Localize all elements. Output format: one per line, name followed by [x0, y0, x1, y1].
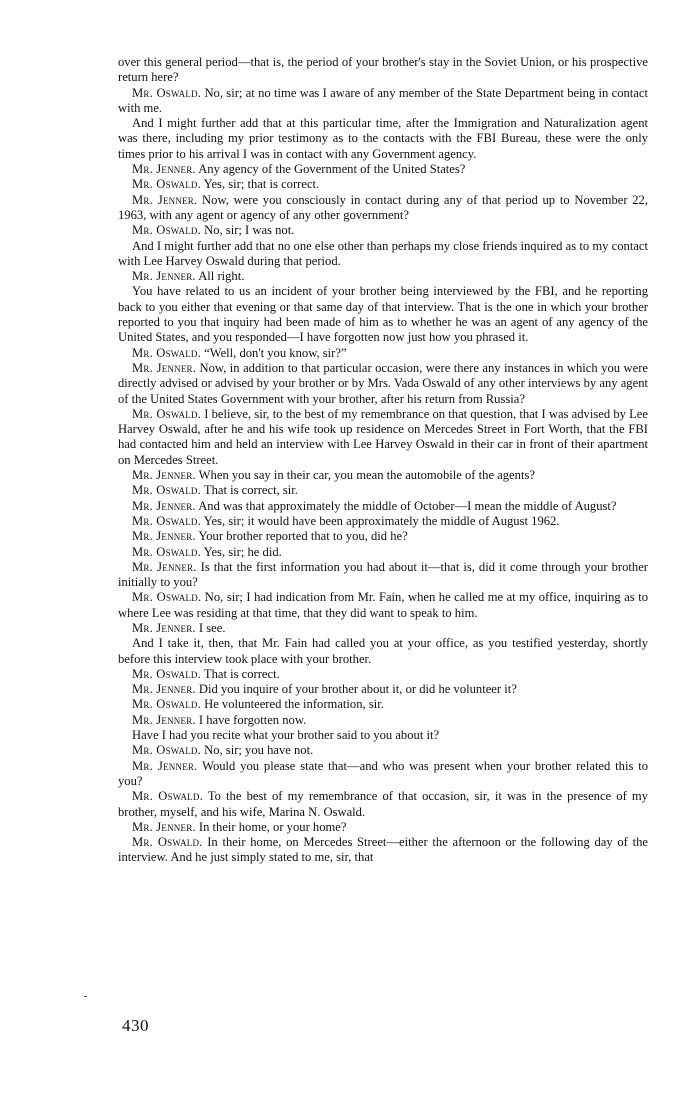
- paragraph-text: And I might further add that no one else other than perhaps my close friends inquired as to my contact with Lee Harvey Oswald during that period.: [118, 238, 648, 268]
- transcript-body: [118, 55, 648, 866]
- transcript-paragraph: [118, 621, 648, 636]
- transcript-paragraph: [118, 269, 648, 284]
- page-number: 430: [122, 1016, 149, 1035]
- transcript-paragraph: [118, 284, 648, 345]
- paragraph-text: To the best of my remembrance of that occasion, sir, it was in the presence of my brother, myself, and his wife, Marina N. Oswald.: [118, 789, 648, 819]
- transcript-paragraph: [118, 713, 648, 728]
- speaker-name: Mr. Jenner.: [132, 620, 196, 635]
- speaker-name: Mr. Oswald.: [132, 223, 201, 238]
- speaker-name: Mr. Oswald.: [132, 406, 201, 421]
- paragraph-text: Would you please state that—and who was present when your brother related this to you?: [118, 758, 648, 788]
- transcript-paragraph: [118, 499, 648, 514]
- paragraph-text: Is that the first information you had about it—that is, did it come through your brother initially to you?: [118, 559, 648, 590]
- transcript-paragraph: [118, 361, 648, 407]
- transcript-paragraph: [118, 636, 648, 667]
- transcript-paragraph: [118, 820, 648, 835]
- paragraph-text: No, sir; I was not.: [200, 223, 295, 238]
- paragraph-text: I believe, sir, to the best of my remembrance on that question, that I was advised by Lee Harvey Oswald, after he and his wife took up residence on Mercedes Street in Fort Worth, that the FBI had contacted him and held an interview with Lee Harvey Oswald in their car in front of their apartment on Mercedes Street.: [118, 406, 648, 467]
- speaker-name: Mr. Jenner.: [132, 162, 196, 177]
- speaker-name: Mr. Oswald.: [132, 590, 202, 605]
- transcript-paragraph: [118, 590, 648, 621]
- paragraph-text: Yes, sir; that is correct.: [200, 177, 320, 192]
- speaker-name: Mr. Jenner.: [132, 819, 196, 834]
- paragraph-text: Now, were you consciously in contact during any of that period up to November 22, 1963, with any agent or agency of any other government?: [118, 192, 648, 222]
- speaker-name: Mr. Oswald.: [132, 789, 203, 804]
- paragraph-text: That is correct, sir.: [200, 483, 298, 498]
- paragraph-text: Your brother reported that to you, did he?: [195, 529, 408, 544]
- transcript-paragraph: [118, 667, 648, 682]
- transcript-paragraph: [118, 468, 648, 483]
- paragraph-text: You have related to us an incident of your brother being interviewed by the FBI, and he reporting back to you either that evening or that same day of that interview. That is the one in which your brother reported to you that inquiry had been made of him as to whether he was an agent of any agency of the United States, and you responded—I have forgotten now just how you phrased it.: [118, 284, 648, 345]
- paragraph-text: No, sir; I had indication from Mr. Fain, when he called me at my office, inquiring as to where Lee was residing at that time, that they did want to speak to him.: [118, 590, 648, 620]
- speaker-name: Mr. Oswald.: [132, 697, 201, 712]
- speaker-name: Mr. Jenner.: [132, 559, 197, 574]
- paragraph-text: over this general period—that is, the period of your brother's stay in the Soviet Union, or his prospective return here?: [118, 55, 648, 85]
- transcript-paragraph: [118, 759, 648, 790]
- paragraph-text: And I take it, then, that Mr. Fain had called you at your office, as you testified yesterday, shortly before this interview took place with your brother.: [118, 636, 648, 666]
- paragraph-text: In their home, on Mercedes Street—either the afternoon or the following day of the interview. And he just simply stated to me, sir, that: [118, 835, 648, 865]
- transcript-paragraph: [118, 193, 648, 224]
- speaker-name: Mr. Jenner.: [132, 682, 196, 697]
- paragraph-text: Yes, sir; he did.: [200, 544, 282, 559]
- transcript-paragraph: [118, 407, 648, 468]
- transcript-paragraph: [118, 239, 648, 270]
- speaker-name: Mr. Jenner.: [132, 758, 198, 773]
- transcript-paragraph: [118, 162, 648, 177]
- transcript-paragraph: [118, 560, 648, 591]
- paragraph-text: I see.: [195, 620, 226, 635]
- speaker-name: Mr. Oswald.: [132, 483, 201, 498]
- transcript-paragraph: [118, 728, 648, 743]
- speaker-name: Mr. Oswald.: [132, 513, 201, 528]
- paragraph-text: No, sir; you have not.: [200, 743, 314, 758]
- transcript-paragraph: [118, 514, 648, 529]
- speaker-name: Mr. Oswald.: [132, 835, 203, 850]
- speaker-name: Mr. Jenner.: [132, 498, 196, 513]
- paragraph-text: That is correct.: [200, 666, 280, 681]
- speaker-name: Mr. Jenner.: [132, 192, 198, 207]
- paragraph-text: And I might further add that at this particular time, after the Immigration and Naturalization agent was there, including my prior testimony as to the contacts with the FBI Bureau, these were the only times prior to his arrival I was in contact with any Government agency.: [118, 116, 648, 161]
- margin-mark: [84, 996, 87, 997]
- transcript-paragraph: [118, 346, 648, 361]
- speaker-name: Mr. Jenner.: [132, 468, 196, 483]
- speaker-name: Mr. Oswald.: [132, 666, 201, 681]
- paragraph-text: Did you inquire of your brother about it, or did he volunteer it?: [195, 682, 517, 697]
- speaker-name: Mr. Jenner.: [132, 712, 196, 727]
- speaker-name: Mr. Jenner.: [132, 269, 196, 284]
- transcript-paragraph: [118, 223, 648, 238]
- paragraph-text: Any agency of the Government of the United States?: [195, 162, 466, 177]
- transcript-paragraph: [118, 483, 648, 498]
- speaker-name: Mr. Oswald.: [132, 85, 202, 100]
- transcript-paragraph: [118, 177, 648, 192]
- transcript-paragraph: [118, 86, 648, 117]
- transcript-paragraph: [118, 835, 648, 866]
- transcript-paragraph: [118, 789, 648, 820]
- transcript-paragraph: [118, 545, 648, 560]
- paragraph-text: And was that approximately the middle of October—I mean the middle of August?: [195, 498, 617, 513]
- paragraph-text: Have I had you recite what your brother said to you about it?: [132, 728, 440, 743]
- paragraph-text: When you say in their car, you mean the automobile of the agents?: [195, 468, 535, 483]
- transcript-paragraph: [118, 55, 648, 86]
- paragraph-text: Yes, sir; it would have been approximately the middle of August 1962.: [200, 513, 560, 528]
- transcript-paragraph: [118, 529, 648, 544]
- paragraph-text: “Well, don't you know, sir?”: [200, 345, 347, 360]
- speaker-name: Mr. Oswald.: [132, 177, 201, 192]
- paragraph-text: I have forgotten now.: [195, 712, 307, 727]
- speaker-name: Mr. Oswald.: [132, 345, 201, 360]
- paragraph-text: In their home, or your home?: [195, 819, 347, 834]
- speaker-name: Mr. Oswald.: [132, 743, 201, 758]
- transcript-paragraph: [118, 697, 648, 712]
- speaker-name: Mr. Jenner.: [132, 360, 197, 375]
- paragraph-text: No, sir; at no time was I aware of any member of the State Department being in contact with me.: [118, 85, 648, 115]
- paragraph-text: All right.: [195, 269, 245, 284]
- paragraph-text: Now, in addition to that particular occasion, were there any instances in which you were directly advised or advised by your brother or by Mrs. Vada Oswald of any other interviews by any agent of the United States Government with your brother, after his return from Russia?: [118, 360, 648, 406]
- paragraph-text: He volunteered the information, sir.: [200, 697, 384, 712]
- transcript-paragraph: [118, 116, 648, 162]
- speaker-name: Mr. Oswald.: [132, 544, 201, 559]
- transcript-paragraph: [118, 743, 648, 758]
- speaker-name: Mr. Jenner.: [132, 529, 196, 544]
- transcript-paragraph: [118, 682, 648, 697]
